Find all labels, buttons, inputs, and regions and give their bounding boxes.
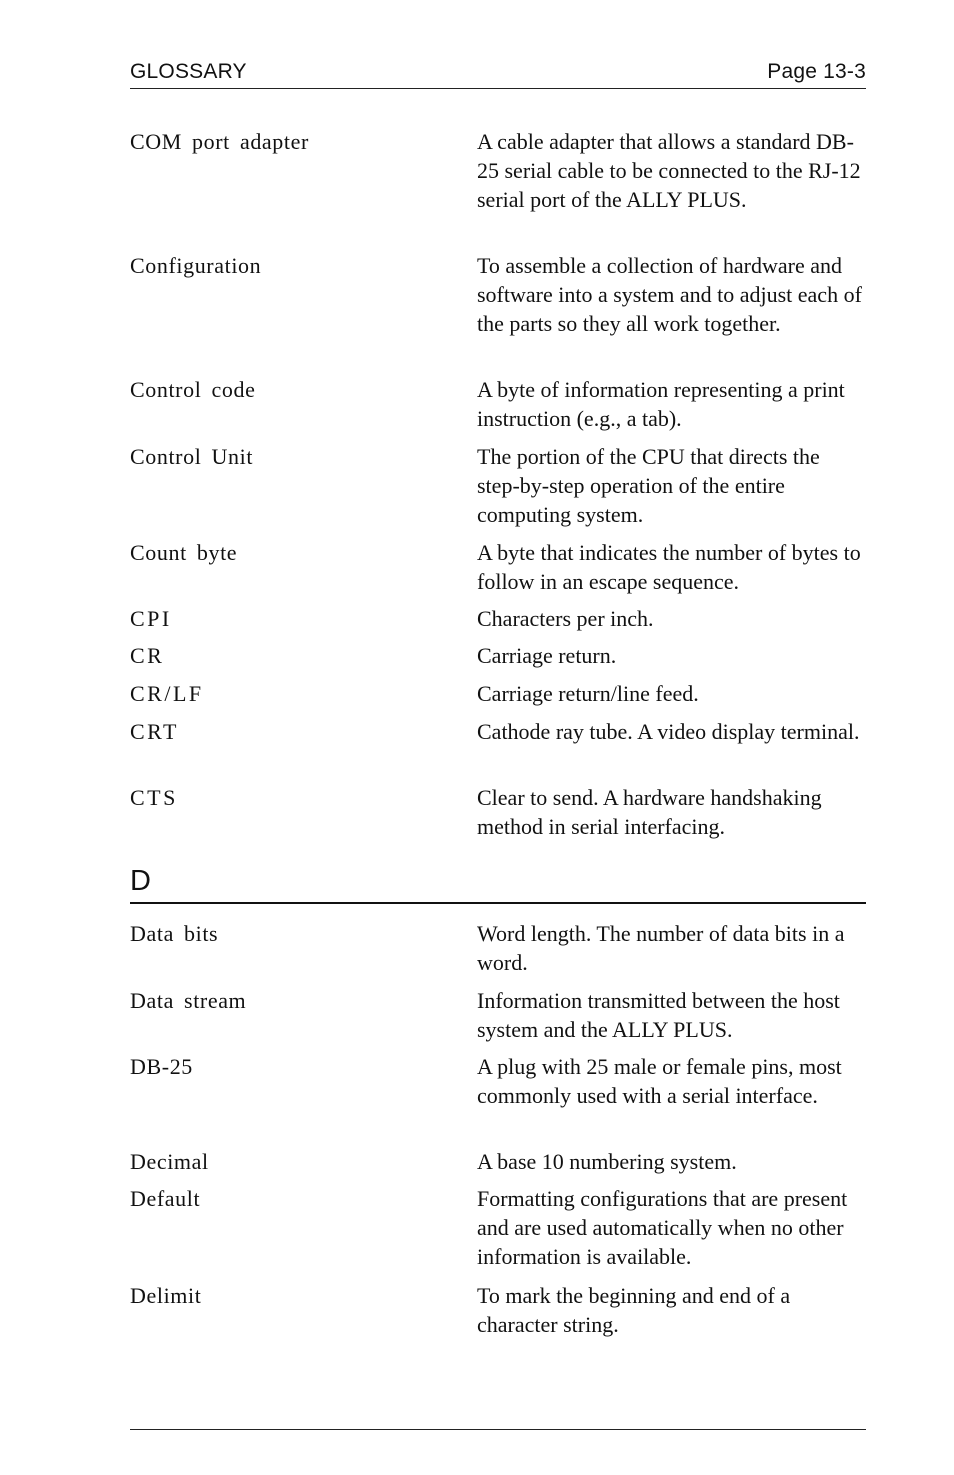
glossary-entry-cr xyxy=(130,641,866,670)
glossary-entry-cpi xyxy=(130,604,866,633)
glossary-term: CPI xyxy=(130,606,172,631)
glossary-definition: To assemble a collection of hardware and software into a system and to adjust each of the parts so they all work together. xyxy=(477,253,862,336)
glossary-term: Delimit xyxy=(130,1283,202,1308)
glossary-term: Default xyxy=(130,1186,201,1211)
glossary-definition: Formatting configurations that are present and are used automatically when no other information is available. xyxy=(477,1186,848,1269)
glossary-term: Configuration xyxy=(130,253,262,278)
glossary-definition: Information transmitted between the host system and the ALLY PLUS. xyxy=(477,988,840,1042)
glossary-entry-com-port-adapter xyxy=(130,127,866,214)
glossary-definition: Characters per inch. xyxy=(477,606,654,631)
glossary-term: COM port adapter xyxy=(130,129,309,154)
glossary-entry-db-25 xyxy=(130,1052,866,1110)
glossary-definition: Cathode ray tube. A video display terminal. xyxy=(477,719,860,744)
page-number: Page 13-3 xyxy=(767,60,866,83)
glossary-term: Data stream xyxy=(130,988,247,1013)
glossary-definition: To mark the beginning and end of a character string. xyxy=(477,1283,791,1337)
glossary-term: Decimal xyxy=(130,1149,209,1174)
glossary-entry-data-bits xyxy=(130,919,866,977)
glossary-term: Count byte xyxy=(130,540,238,565)
glossary-entry-decimal xyxy=(130,1147,866,1176)
page-header xyxy=(130,58,866,89)
glossary-term: CRT xyxy=(130,719,179,744)
glossary-entry-crt xyxy=(130,717,866,746)
glossary-entry-control-code xyxy=(130,375,866,433)
glossary-entry-cts xyxy=(130,783,866,841)
glossary-entry-cr-lf xyxy=(130,679,866,708)
glossary-entry-data-stream xyxy=(130,986,866,1044)
glossary-entry-control-unit xyxy=(130,442,866,529)
glossary-definition: The portion of the CPU that directs the step-by-step operation of the entire computing system. xyxy=(477,444,820,527)
glossary-definition: A byte of information representing a print instruction (e.g., a tab). xyxy=(477,377,845,431)
glossary-term: Control Unit xyxy=(130,444,254,469)
glossary-entry-count-byte xyxy=(130,538,866,596)
glossary-term: DB-25 xyxy=(130,1054,193,1079)
glossary-term: Control code xyxy=(130,377,256,402)
glossary-definition: Carriage return/line feed. xyxy=(477,681,699,706)
glossary-definition: A byte that indicates the number of bytes to follow in an escape sequence. xyxy=(477,540,861,594)
glossary-definition: A plug with 25 male or female pins, most commonly used with a serial interface. xyxy=(477,1054,842,1108)
glossary-definition: A cable adapter that allows a standard DB-25 serial cable to be connected to the RJ-12 serial port of the ALLY PLUS. xyxy=(477,129,861,212)
glossary-entry-default xyxy=(130,1184,866,1271)
glossary-definition: Word length. The number of data bits in a word. xyxy=(477,921,845,975)
section-title: GLOSSARY xyxy=(130,60,247,83)
glossary-definition: A base 10 numbering system. xyxy=(477,1149,737,1174)
glossary-definition: Carriage return. xyxy=(477,643,617,668)
glossary-term: CR/LF xyxy=(130,681,204,706)
footer-rule xyxy=(130,1429,866,1430)
glossary-term: CTS xyxy=(130,785,178,810)
section-heading-d: D xyxy=(130,864,866,904)
glossary-term: CR xyxy=(130,643,165,668)
glossary-term: Data bits xyxy=(130,921,219,946)
glossary-entry-delimit xyxy=(130,1281,866,1339)
glossary-definition: Clear to send. A hardware handshaking method in serial interfacing. xyxy=(477,785,822,839)
glossary-entry-configuration xyxy=(130,251,866,338)
